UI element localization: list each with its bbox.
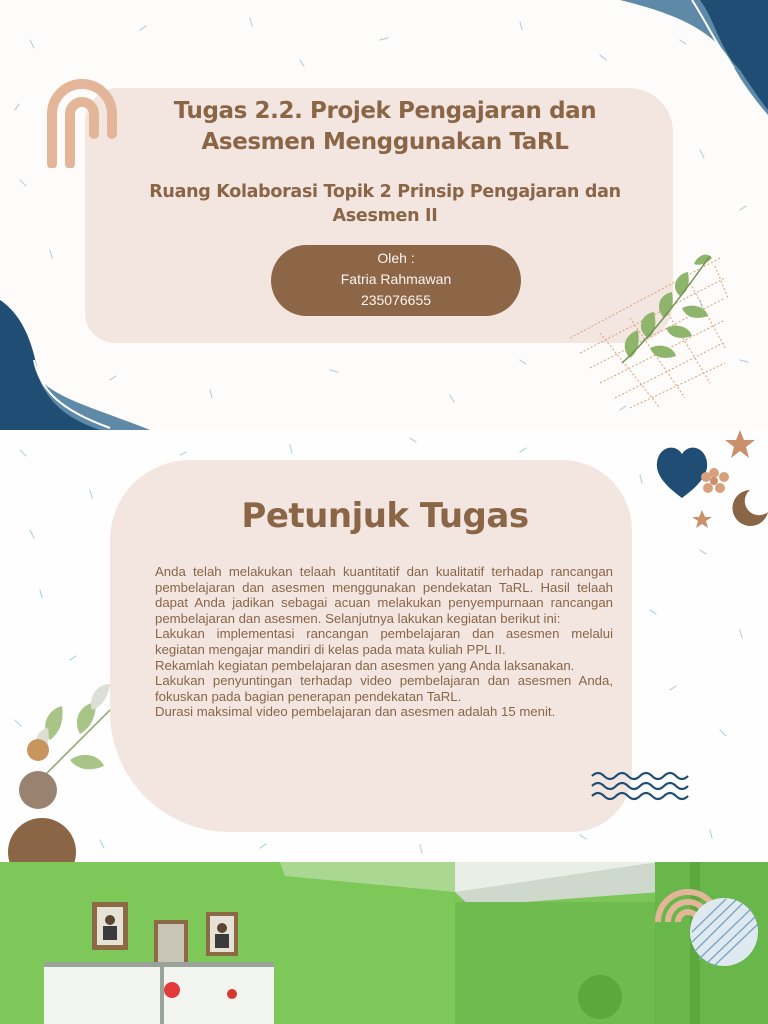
classroom-photo-slide [0, 862, 768, 1024]
instruction-paragraph: Lakukan penyuntingan terhadap video pembelajaran dan asesmen Anda, fokuskan pada bagian penerapan pendekatan TaRL. [155, 673, 613, 704]
author-name: Fatria Rahmawan [340, 271, 452, 287]
heart-star-decoration [650, 430, 768, 540]
rainbow-arch-icon [648, 872, 763, 982]
cover-slide [0, 0, 768, 430]
leaves-circles-decoration [0, 670, 130, 862]
instruction-paragraph: Durasi maksimal video pembelajaran dan asesmen adalah 15 menit. [155, 704, 556, 720]
section-heading: Petunjuk Tugas [241, 496, 529, 536]
instruction-paragraph: Lakukan implementasi rancangan pembelajaran dan asesmen melalui kegiatan mengajar mandiri di kelas pada mata kuliah PPL II. [155, 626, 613, 657]
author-label: Oleh : [377, 250, 415, 266]
page-title: Tugas 2.2. Projek Pengajaran dan Asesmen Menggunakan TaRL [173, 98, 597, 155]
instruction-paragraph: Anda telah melakukan telaah kuantitatif dan kualitatif terhadap rancangan pembelajaran dan asesmen menggunakan pendekatan TaRL. Hasil telaah dapat Anda jadikan sebagai acuan melakukan penyempurnaan rancangan pembelajaran dan asesmen. Selanjutnya lakukan kegiatan berikut ini: [155, 564, 613, 626]
instructions-slide [0, 430, 768, 862]
rainbow-arch-icon [40, 64, 124, 168]
leaf-grid-decoration [560, 238, 730, 413]
instructions-body [155, 564, 613, 720]
wavy-lines-decoration [590, 768, 690, 804]
instruction-paragraph: Rekamlah kegiatan pembelajaran dan asesmen yang Anda laksanakan. [155, 657, 575, 673]
author-badge [271, 245, 521, 316]
author-id: 235076655 [360, 292, 432, 308]
page-subtitle: Ruang Kolaborasi Topik 2 Prinsip Pengajaran dan Asesmen II [149, 182, 621, 226]
